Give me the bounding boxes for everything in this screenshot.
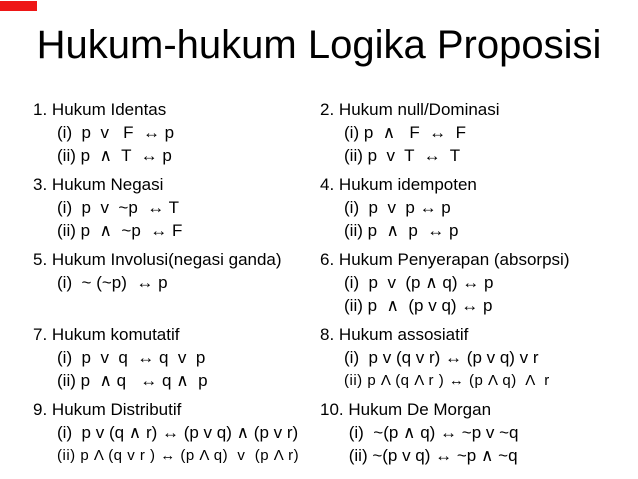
law-item-3 — [33, 173, 320, 242]
law-heading — [33, 248, 320, 271]
corner-marker — [0, 1, 37, 11]
law-number: 6. — [320, 250, 335, 269]
law-name: Hukum Distributif — [51, 400, 182, 419]
law-number: 1. — [33, 100, 48, 119]
law-number: 2. — [320, 100, 335, 119]
law-item-9 — [33, 398, 320, 467]
law-formula: (ii) p ∧ p ↔ p — [344, 221, 459, 240]
law-number: 9. — [33, 400, 48, 419]
law-formula: (ii) ~(p v q) ↔ ~p ∧ ~q — [344, 446, 518, 465]
law-formula: (ii) p Λ (q v r ) ↔ (p Λ q) v (p Λ r) — [57, 447, 300, 464]
page-title: Hukum-hukum Logika Proposisi — [36, 23, 602, 67]
law-formula: (i) p v (q ∧ r) ↔ (p v q) ∧ (p v r) — [57, 423, 299, 442]
law-number: 7. — [33, 325, 48, 344]
law-name: Hukum idempoten — [338, 175, 477, 194]
law-item-5 — [33, 248, 320, 294]
law-formula: (i) p v q ↔ q v p — [57, 348, 206, 367]
law-formula: (ii) p ∧ q ↔ q ∧ p — [57, 371, 208, 390]
law-number: 3. — [33, 175, 48, 194]
law-name: Hukum Involusi(negasi ganda) — [51, 250, 282, 269]
law-heading — [33, 98, 320, 121]
law-formula: (i) p v (q v r) ↔ (p v q) v r — [344, 348, 539, 367]
law-name: Hukum null/Dominasi — [338, 100, 500, 119]
law-formula: (i) p v F ↔ p — [57, 123, 175, 142]
law-name: Hukum Negasi — [51, 175, 164, 194]
law-name: Hukum Penyerapan (absorpsi) — [338, 250, 570, 269]
law-formula: (i) p ∧ F ↔ F — [344, 123, 466, 142]
law-number: 8. — [320, 325, 335, 344]
law-item-4 — [320, 173, 638, 242]
law-item-10 — [320, 398, 638, 467]
law-heading — [320, 248, 638, 271]
law-name: Hukum Identas — [51, 100, 167, 119]
law-formula: (i) p v p ↔ p — [344, 198, 451, 217]
law-item-2 — [320, 98, 638, 167]
law-formula: (i) ~(p ∧ q) ↔ ~p v ~q — [344, 423, 519, 442]
law-heading — [33, 173, 320, 196]
law-name: Hukum De Morgan — [348, 400, 492, 419]
law-formula: (ii) p Λ (q Λ r ) ↔ (p Λ q) Λ r — [344, 372, 550, 389]
law-name: Hukum komutatif — [51, 325, 180, 344]
law-formula: (i) p v ~p ↔ T — [57, 198, 180, 217]
law-formula: (ii) p ∧ (p v q) ↔ p — [344, 296, 493, 315]
law-number: 4. — [320, 175, 335, 194]
law-item-6 — [320, 248, 638, 317]
law-heading — [33, 398, 320, 421]
law-heading — [320, 398, 638, 421]
law-formula: (ii) p ∧ T ↔ p — [57, 146, 172, 165]
law-formula: (i) p v (p ∧ q) ↔ p — [344, 273, 494, 292]
law-item-7 — [33, 323, 320, 392]
law-item-1 — [33, 98, 320, 167]
law-formula: (ii) p ∧ ~p ↔ F — [57, 221, 183, 240]
law-number: 5. — [33, 250, 48, 269]
law-heading — [33, 323, 320, 346]
law-formula: (i) ~ (~p) ↔ p — [57, 273, 168, 292]
law-heading — [320, 323, 638, 346]
law-heading — [320, 98, 638, 121]
law-item-8 — [320, 323, 638, 392]
law-formula: (ii) p v T ↔ T — [344, 146, 461, 165]
law-heading — [320, 173, 638, 196]
laws-grid — [0, 98, 638, 473]
law-name: Hukum assosiatif — [338, 325, 469, 344]
law-number: 10. — [320, 400, 344, 419]
